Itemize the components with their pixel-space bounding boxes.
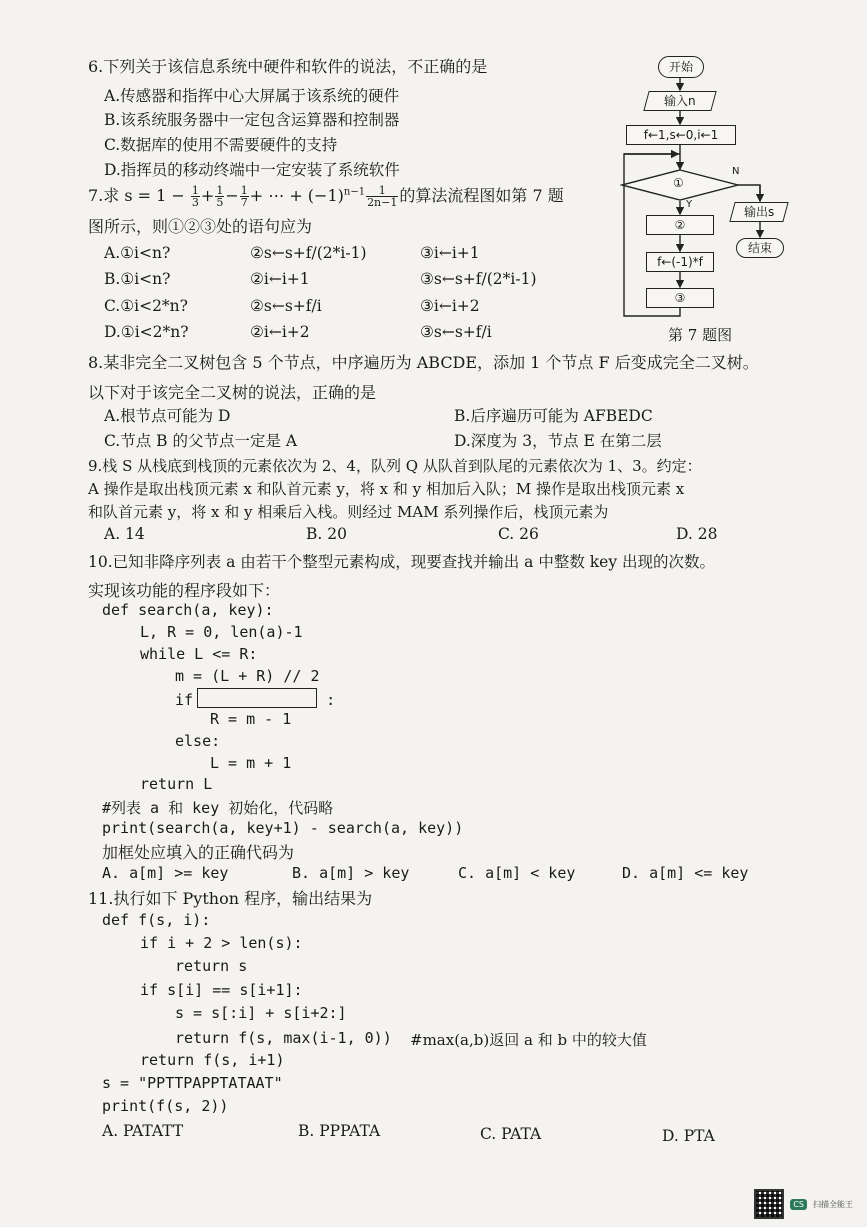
q10-line1: 10.已知非降序列表 a 由若干个整型元素构成，现要查找并输出 a 中整数 key 出现的次数。 (88, 553, 716, 571)
flowchart-end: 结束 (736, 238, 784, 258)
qr-code-icon (754, 1189, 784, 1219)
q11-code-line-9: print(f(s, 2)) (102, 1097, 229, 1115)
q7-option-c-3: ③i←i+2 (420, 297, 480, 315)
q10-code-line-4: m = (L + R) // 2 (175, 667, 320, 685)
q10-code-line-3: while L <= R: (140, 645, 258, 663)
q7-stem: 7.求 s = 1 − $\frac{1}{3}$ + $\frac{1}{5}$ − $\frac{1}{7}$ + ⋯ + $(-1)^{n-1}$ $\frac{1}{2n-1}$ 的算法流程图如第 7 题 (88, 184, 564, 209)
q8-option-d: D.深度为 3，节点 E 在第二层 (454, 432, 662, 450)
q11-code-line-1: def f(s, i): (102, 911, 211, 929)
q10-option-a: A. a[m] >= key (102, 864, 229, 882)
q11-code-line-7: return f(s, i+1) (140, 1051, 285, 1069)
q8-option-a: A.根节点可能为 D (104, 407, 231, 425)
q7-option-a-1: A.①i<n? (104, 244, 171, 262)
flowchart-output: 输出s (729, 202, 788, 222)
q10-code-line-8: L = m + 1 (210, 754, 292, 772)
q7-option-c-1: C.①i<2*n? (104, 297, 188, 315)
q7-option-c-2: ②s←s+f/i (250, 297, 322, 315)
q10-code-comment: #列表 a 和 key 初始化，代码略 (102, 799, 334, 817)
q11-code-line-2: if i + 2 > len(s): (140, 934, 303, 952)
flowchart-step2: ② (646, 215, 714, 235)
q6-option-d: D.指挥员的移动终端中一定安装了系统软件 (104, 161, 400, 179)
q9-option-b: B. 20 (306, 525, 347, 543)
fraction-1-2n-1: $\frac{1}{2n-1}$ (367, 184, 398, 209)
q7-option-b-1: B.①i<n? (104, 270, 171, 288)
q10-code-line-7: else: (175, 732, 221, 750)
q9-line2: A 操作是取出栈顶元素 x 和队首元素 y，将 x 和 y 相加后入队；M 操作是取出栈顶元素 x (88, 480, 685, 498)
q8-stem: 8.某非完全二叉树包含 5 个节点，中序遍历为 ABCDE，添加 1 个节点 F 后变成完全二叉树。 (88, 353, 759, 372)
q7-stem-line2: 图所示，则①②③处的语句应为 (88, 217, 313, 236)
scanner-watermark (754, 1189, 853, 1219)
flowchart-decision: ① (673, 176, 684, 190)
q7-option-d-1: D.①i<2*n? (104, 323, 189, 341)
q11-code-comment: #max(a,b)返回 a 和 b 中的较大值 (410, 1031, 647, 1049)
q7-flowchart (620, 54, 800, 344)
q9-option-c: C. 26 (498, 525, 539, 543)
q10-code-line-9: return L (140, 775, 213, 793)
q7-figure-caption: 第 7 题图 (668, 326, 733, 344)
q11-code-line-8: s = "PPTTPAPPTATAAT" (102, 1074, 283, 1092)
fraction-1-5: $\frac{1}{5}$ (216, 184, 224, 209)
q7-option-d-2: ②i←i+2 (250, 323, 310, 341)
flowchart-input: 输入n (643, 91, 716, 111)
q11-option-b: B. PPPATA (298, 1122, 381, 1140)
q6-option-a: A.传感器和指挥中心大屏属于该系统的硬件 (104, 87, 400, 105)
q10-answer-box (197, 688, 317, 708)
flowchart-negate: f←(-1)*f (646, 252, 714, 272)
camscanner-text: 扫描全能王 (813, 1199, 853, 1209)
q11-code-line-5: s = s[:i] + s[i+2:] (175, 1004, 347, 1022)
fraction-1-7: $\frac{1}{7}$ (240, 184, 248, 209)
flowchart-start: 开始 (658, 56, 704, 78)
flowchart-no-label: N (732, 166, 740, 177)
q9-line1: 9.栈 S 从栈底到栈顶的元素依次为 2、4，队列 Q 从队首到队尾的元素依次为 1、3。约定： (88, 457, 702, 475)
q7-option-a-3: ③i←i+1 (420, 244, 480, 262)
camscanner-logo: CS (790, 1199, 807, 1210)
fraction-1-3: $\frac{1}{3}$ (191, 184, 199, 209)
q7-option-a-2: ②s←s+f/(2*i-1) (250, 244, 367, 262)
q10-prompt: 加框处应填入的正确代码为 (102, 843, 295, 862)
flowchart-yes-label: Y (686, 199, 693, 210)
q10-code-line-6: R = m - 1 (210, 710, 292, 728)
q11-code-line-4: if s[i] == s[i+1]: (140, 981, 303, 999)
q10-code-line-1: def search(a, key): (102, 601, 274, 619)
q10-code-line-5: if : (175, 688, 335, 709)
q9-line3: 和队首元素 y，将 x 和 y 相乘后入栈。则经过 MAM 系列操作后，栈顶元素为 (88, 503, 609, 521)
q10-option-d: D. a[m] <= key (622, 864, 749, 882)
q11-stem: 11.执行如下 Python 程序，输出结果为 (88, 889, 373, 908)
q7-option-b-3: ③s←s+f/(2*i-1) (420, 270, 537, 288)
q11-option-a: A. PATATT (102, 1122, 184, 1140)
q10-option-b: B. a[m] > key (292, 864, 410, 882)
q6-option-c: C.数据库的使用不需要硬件的支持 (104, 136, 338, 154)
q9-option-d: D. 28 (676, 525, 718, 543)
q10-line2: 实现该功能的程序段如下： (88, 581, 281, 600)
q10-code-line-2: L, R = 0, len(a)-1 (140, 623, 303, 641)
q7-stem-prefix: 7.求 s = 1 − (88, 186, 185, 205)
q7-option-d-3: ③s←s+f/i (420, 323, 492, 341)
q11-code-line-3: return s (175, 957, 248, 975)
q6-stem: 6.下列关于该信息系统中硬件和软件的说法，不正确的是 (88, 57, 488, 76)
q11-option-c: C. PATA (480, 1125, 542, 1143)
q9-option-a: A. 14 (104, 525, 145, 543)
q8-option-c: C.节点 B 的父节点一定是 A (104, 432, 298, 450)
q7-stem-suffix: 的算法流程图如第 7 题 (399, 186, 564, 205)
q6-option-b: B.该系统服务器中一定包含运算器和控制器 (104, 111, 400, 129)
flowchart-init: f←1,s←0,i←1 (626, 125, 736, 145)
flowchart-step3: ③ (646, 288, 714, 308)
q11-option-d: D. PTA (662, 1127, 715, 1145)
q11-code-line-6: return f(s, max(i-1, 0)) (175, 1029, 392, 1047)
q7-option-b-2: ②i←i+1 (250, 270, 310, 288)
q8-option-b: B.后序遍历可能为 AFBEDC (454, 407, 653, 425)
q10-code-print: print(search(a, key+1) - search(a, key)) (102, 819, 464, 837)
q8-stem-line2: 以下对于该完全二叉树的说法，正确的是 (88, 383, 377, 402)
q10-option-c: C. a[m] < key (458, 864, 576, 882)
